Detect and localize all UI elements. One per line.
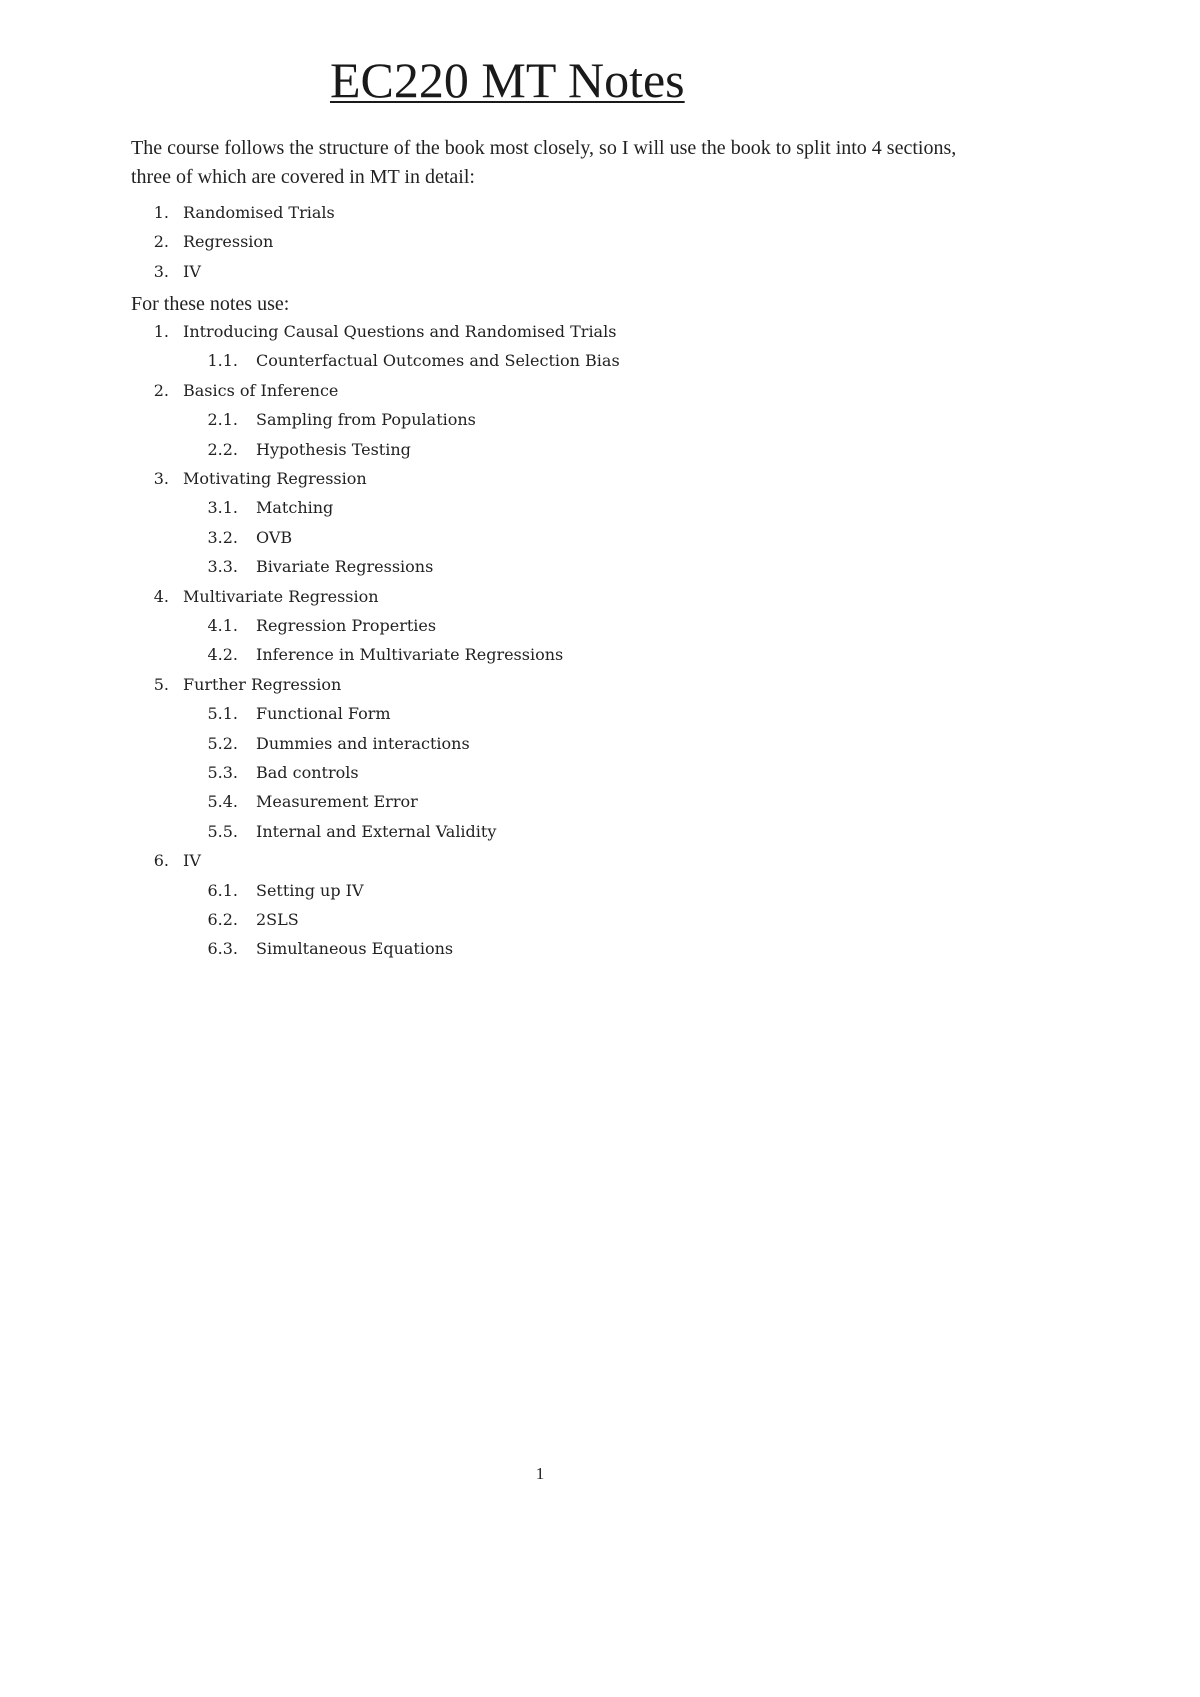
list-item-text: Basics of Inference: [183, 380, 339, 400]
list-item-number: 2.: [153, 232, 169, 252]
list-item-text: Dummies and interactions: [256, 733, 470, 753]
sublist-item: [188, 406, 476, 434]
list-item: [131, 199, 335, 227]
list-item-number: 3.: [153, 261, 169, 281]
list-item-number: 3.1.: [207, 498, 238, 518]
list-item-text: Matching: [256, 498, 334, 518]
list-item-text: Further Regression: [183, 674, 342, 694]
list-item: [131, 318, 616, 346]
list-item-text: OVB: [256, 527, 293, 547]
list-item-text: Regression Properties: [256, 616, 437, 635]
list-item-number: 6.1.: [207, 880, 238, 900]
list-item-text: Measurement Error: [256, 792, 418, 812]
sublist-item: [188, 347, 620, 375]
list-item-number: 2.2.: [207, 439, 238, 459]
list-item-text: Counterfactual Outcomes and Selection Bias: [256, 351, 620, 371]
list-item-number: 6.2.: [207, 910, 238, 929]
list-item-number: 4.2.: [207, 645, 238, 665]
list-item-number: 2.: [153, 380, 169, 400]
list-item-text: Randomised Trials: [183, 203, 335, 222]
sublist-item: [188, 700, 391, 728]
list-item-number: 5.: [153, 674, 169, 694]
list-item-number: 6.3.: [207, 939, 238, 959]
list-item-number: 5.2.: [207, 733, 238, 753]
list-item-text: IV: [183, 261, 201, 281]
sublist-item: [188, 906, 299, 934]
list-item-text: Simultaneous Equations: [256, 939, 454, 959]
list-item-text: Internal and External Validity: [256, 821, 497, 841]
list-item: [131, 377, 338, 405]
sublist-item: [188, 788, 418, 816]
list-item: [131, 583, 379, 611]
list-item-number: 5.3.: [207, 763, 238, 782]
list-item: [131, 847, 201, 875]
list-item: [131, 671, 341, 699]
list-item-text: Functional Form: [256, 704, 391, 724]
list-item-number: 1.: [153, 203, 169, 222]
list-item-number: 4.1.: [207, 616, 238, 635]
list-item-text: Bivariate Regressions: [256, 557, 434, 577]
list-item-number: 4.: [153, 586, 169, 606]
sublist-item: [188, 818, 496, 846]
list-item-text: Regression: [183, 232, 274, 252]
sublist-item: [188, 730, 470, 758]
sublist-item: [188, 553, 433, 581]
list-item-number: 5.5.: [207, 821, 238, 841]
list-item-text: IV: [183, 851, 201, 871]
notes-label: For these notes use:: [131, 293, 290, 315]
list-item: [131, 228, 273, 256]
list-item-number: 3.2.: [207, 527, 238, 547]
sublist-item: [188, 494, 333, 522]
list-item-text: Motivating Regression: [183, 469, 367, 488]
list-item-number: 5.1.: [207, 704, 238, 724]
list-item: [131, 258, 201, 286]
sublist-item: [188, 935, 453, 963]
list-item: [131, 465, 367, 493]
list-item-number: 1.: [153, 322, 169, 341]
list-item-text: Introducing Causal Questions and Randomised Trials: [183, 322, 617, 341]
list-item-text: Bad controls: [256, 763, 359, 782]
sublist-item: [188, 436, 411, 464]
sublist-item: [188, 524, 292, 552]
list-item-number: 3.3.: [207, 557, 238, 577]
list-item-text: Multivariate Regression: [183, 586, 379, 606]
list-item-number: 2.1.: [207, 410, 238, 430]
list-item-text: Inference in Multivariate Regressions: [256, 645, 564, 665]
list-item-number: 6.: [153, 851, 169, 871]
intro-paragraph: The course follows the structure of the book most closely, so I will use the book to split into 4 sections, three of which are covered in MT in detail:: [131, 137, 957, 188]
page-number: 1: [535, 1464, 545, 1483]
sublist-item: [188, 612, 436, 640]
list-item-number: 3.: [153, 469, 169, 488]
sublist-item: [188, 759, 359, 787]
sublist-item: [188, 641, 563, 669]
list-item-text: Sampling from Populations: [256, 410, 476, 430]
list-item-number: 1.1.: [207, 351, 238, 371]
list-item-text: Hypothesis Testing: [256, 439, 411, 459]
list-item-text: Setting up IV: [256, 880, 364, 900]
list-item-text: 2SLS: [256, 910, 299, 929]
sublist-item: [188, 877, 364, 905]
page-title: EC220 MT Notes: [330, 52, 685, 108]
list-item-number: 5.4.: [207, 792, 238, 812]
